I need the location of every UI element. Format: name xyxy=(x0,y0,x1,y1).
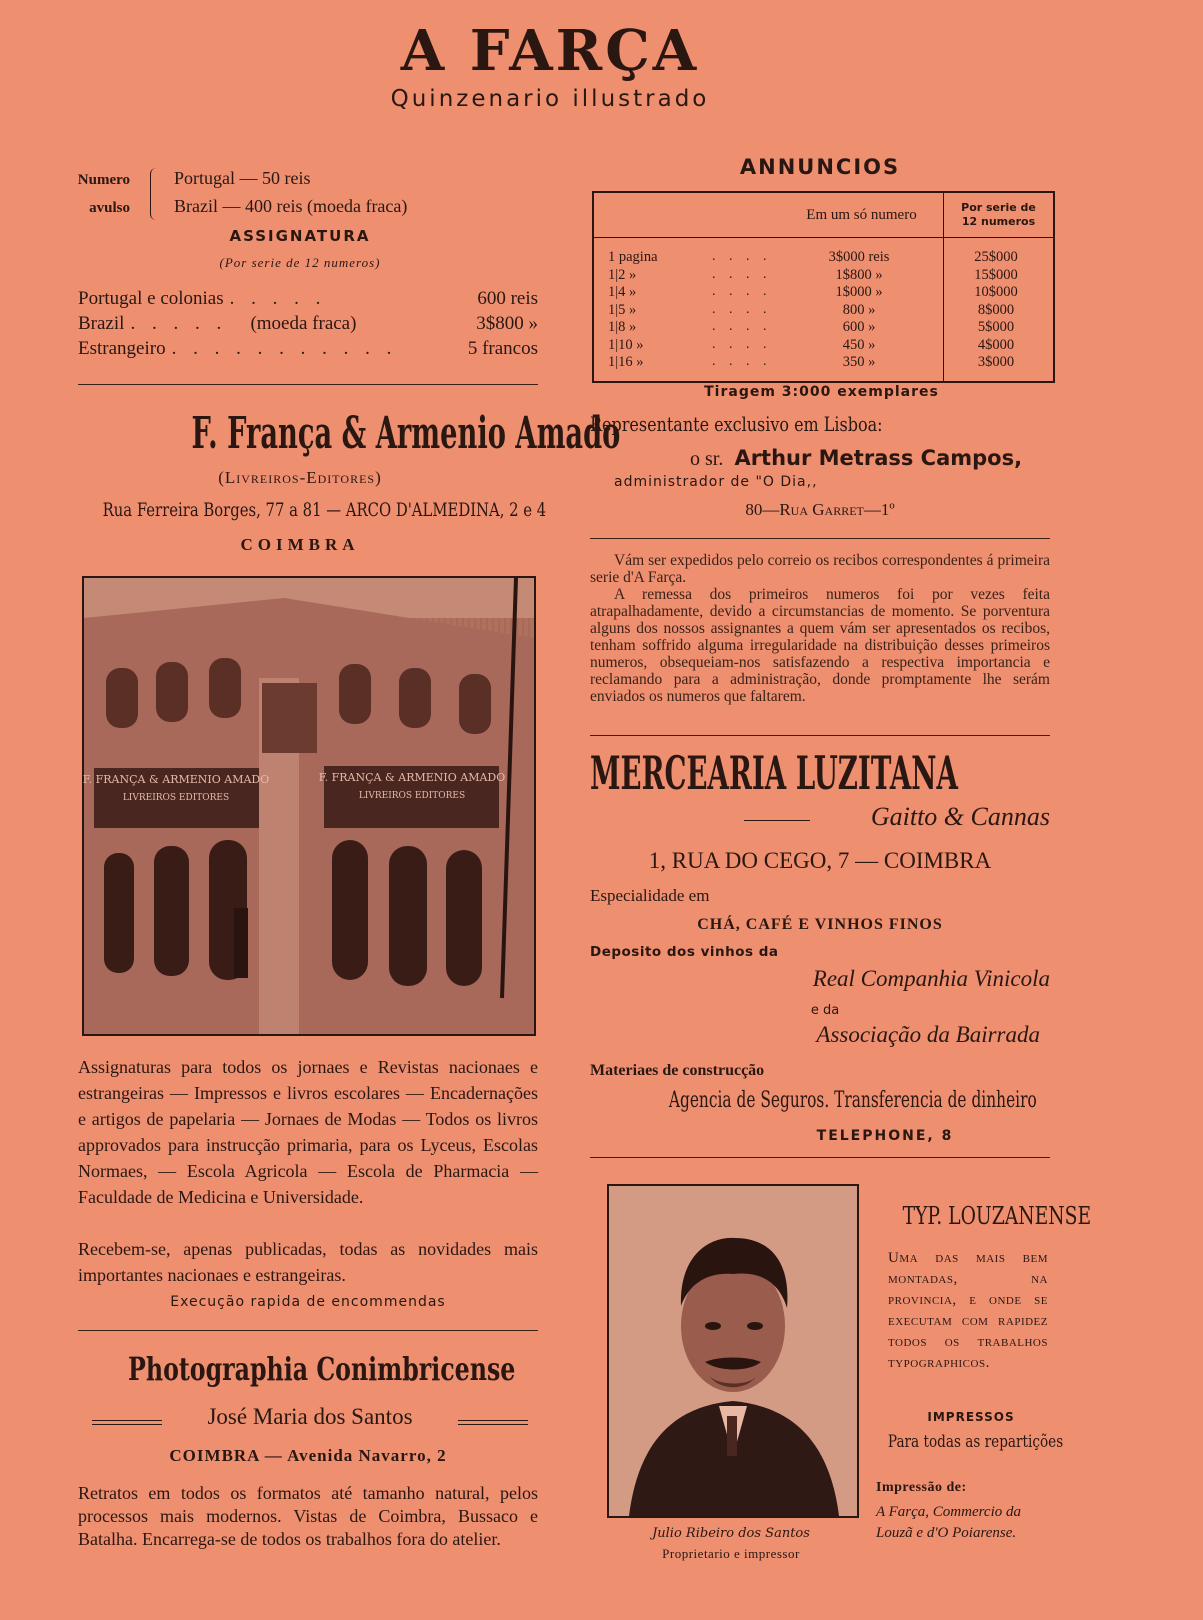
ann-row-size: 1|10 » xyxy=(608,336,644,353)
divider xyxy=(78,1330,538,1331)
price-row-label: Brazil xyxy=(78,313,125,334)
representante-line xyxy=(690,446,1060,471)
mercearia-telephone: TELEPHONE, 8 xyxy=(816,1128,954,1144)
portrait-caption-role: Proprietario e impressor xyxy=(662,1546,800,1561)
franca-name-wrap xyxy=(60,408,621,459)
typ-impressao-label: Impressão de: xyxy=(876,1480,967,1495)
leader-dots: . . . . xyxy=(712,284,772,299)
leader-dots: . . . . . . . . . . . xyxy=(171,338,398,359)
representante-prefix: o sr. xyxy=(690,448,724,470)
representante-heading: Representante exclusivo em Lisboa: xyxy=(590,412,883,436)
ann-row-size: 1|4 » xyxy=(608,284,637,300)
typ-reparticoes-wrap xyxy=(866,1432,1076,1452)
annuncios-table xyxy=(592,191,1055,383)
franca-description-2: Recebem-se, apenas publicadas, todas as novidades mais importantes nacionaes e estrangeiras. xyxy=(78,1239,538,1285)
mercearia-name: MERCEARIA LUZITANA xyxy=(590,746,958,800)
annuncios-heading: ANNUNCIOS xyxy=(739,155,901,179)
avulso-label xyxy=(70,166,130,222)
price-row-label: Portugal e colonias xyxy=(78,288,224,309)
ann-row-series: 3$000 xyxy=(977,354,1015,370)
portrait-caption-name: Julio Ribeiro dos Santos xyxy=(652,1526,810,1541)
portrait-photo xyxy=(607,1184,859,1518)
leader-dots: . . . . . xyxy=(130,313,228,334)
col-series-header-line2: 12 numeros xyxy=(961,215,1036,228)
shop-building-image xyxy=(84,578,534,1034)
price-row-value: 600 reis xyxy=(477,288,538,309)
franca-subtitle: (Livreiros-Editores) xyxy=(218,468,382,487)
ornament-right xyxy=(458,1420,528,1425)
typ-name: TYP. LOUZANENSE xyxy=(902,1202,1092,1230)
leader-dots: . . . . xyxy=(712,319,772,334)
numero-label: Numero xyxy=(77,172,130,188)
ann-row-single: 350 » xyxy=(842,354,876,370)
ann-row-size: 1 pagina xyxy=(608,249,658,265)
mercearia-especialidade: Especialidade em xyxy=(590,886,710,905)
franca-name: F. França & Armenio Amado xyxy=(191,408,621,459)
price-row xyxy=(78,313,538,335)
mercearia-company2: Associação da Bairrada xyxy=(816,1022,1040,1047)
avulso-portugal: Portugal — 50 reis xyxy=(174,168,311,188)
col-single-header: Em um só numero xyxy=(806,207,917,223)
ann-row-series: 4$000 xyxy=(977,336,1015,353)
photo-address: COIMBRA — Avenida Navarro, 2 xyxy=(169,1446,447,1465)
mercearia-e-da-wrap xyxy=(590,1003,1180,1018)
leader-dots: . . . . xyxy=(712,249,772,264)
mercearia-name-wrap xyxy=(590,746,1060,800)
franca-address-wrap xyxy=(40,499,560,521)
typ-name-wrap xyxy=(876,1202,1092,1230)
divider xyxy=(590,1157,1050,1158)
brace xyxy=(150,168,159,220)
assignatura-heading: ASSIGNATURA xyxy=(229,227,371,245)
leader-dots: . . . . xyxy=(712,301,772,317)
sign-sub-right: LIVREIROS EDITORES xyxy=(358,791,466,801)
mercearia-e-da: e da xyxy=(810,1003,840,1018)
mercearia-products: CHÁ, CAFÉ E VINHOS FINOS xyxy=(697,916,943,933)
mercearia-agencia: Agencia de Seguros. Transferencia de dinheiro xyxy=(668,1088,1037,1113)
notice-p2: A remessa dos primeiros numeros foi por vezes feita atrapalhadamente, devido a circumstancias de momento. Se porventura alguns dos nossos assignantes a quem vám ser apresentados os recibos, tenham soffrido alguma irregularidade na distribuição desses primeiros numeros, obsequeiam-nos satisfazendo a respectiva importancia e reclamando para a administração, donde promptamente lhe serám enviados os numeros que faltarem. xyxy=(590,586,1050,705)
portrait-image xyxy=(609,1186,857,1516)
mercearia-materiaes: Materiaes de construcção xyxy=(590,1062,765,1079)
ann-row-size: 1|2 » xyxy=(608,266,637,283)
leader-dots: . . . . xyxy=(712,354,772,369)
divider xyxy=(78,384,538,385)
masthead xyxy=(300,18,800,112)
ann-row-single: 800 » xyxy=(842,301,876,318)
assignatura-note: (Por serie de 12 numeros) xyxy=(219,255,381,270)
price-row-value: 5 francos xyxy=(467,338,538,359)
representante-role: administrador de "O Dia,, xyxy=(614,474,818,490)
photo-description: Retratos em todos os formatos até tamanho natural, pelos processos mais modernos. Vistas de Coimbra, Bussaco e Batalha. Encarrega-se de todos os trabalhos fora do atelier. xyxy=(78,1483,538,1549)
divider xyxy=(590,538,1050,539)
avulso-brazil: Brazil — 400 reis (moeda fraca) xyxy=(174,196,408,216)
shop-photo xyxy=(82,576,536,1036)
price-row-label: Estrangeiro xyxy=(78,338,166,359)
ann-row-size: 1|8 » xyxy=(608,319,637,335)
franca-city: COIMBRA xyxy=(240,535,360,554)
ornament-dash xyxy=(744,820,810,821)
ann-row-single: 450 » xyxy=(842,336,876,353)
leader-dots: . . . . xyxy=(712,336,772,352)
ann-row-series: 10$000 xyxy=(974,284,1018,300)
sign-main-right: F. FRANÇA & ARMENIO AMADO xyxy=(318,771,506,784)
tiragem: Tiragem 3:000 exemplares xyxy=(704,384,939,400)
ann-row-series: 25$000 xyxy=(974,249,1018,265)
ann-row-single: 1$000 » xyxy=(835,284,883,300)
mercearia-address: 1, RUA DO CEGO, 7 — COIMBRA xyxy=(648,848,992,873)
representante-address: 80—Rua Garret—1º xyxy=(745,500,895,519)
mercearia-owners: Gaitto & Cannas xyxy=(870,802,1050,831)
ann-row-series: 5$000 xyxy=(977,319,1015,335)
avulso-prices xyxy=(174,164,407,220)
col-series-header xyxy=(944,201,1053,229)
price-row xyxy=(78,288,538,310)
ann-row-single: 600 » xyxy=(842,319,876,335)
ann-row-single: 1$800 » xyxy=(835,266,883,283)
typ-impressao-text: A Farça, Commercio da Louzã e d'O Poiarense. xyxy=(876,1504,1021,1541)
price-row-value: 3$800 » xyxy=(476,313,538,334)
mercearia-agencia-wrap xyxy=(590,1088,1050,1113)
divider xyxy=(590,735,1050,736)
ann-row-series: 15$000 xyxy=(974,266,1018,283)
sign-main-left: F. FRANÇA & ARMENIO AMADO xyxy=(82,773,270,786)
leader-dots: . . . . . xyxy=(229,288,327,309)
masthead-subtitle: Quinzenario illustrado xyxy=(390,86,710,112)
price-row xyxy=(78,338,538,360)
ann-row-size: 1|16 » xyxy=(608,354,644,370)
col-series-header-line1: Por serie de xyxy=(961,201,1036,214)
mercearia-company1: Real Companhia Vinicola xyxy=(812,966,1050,991)
photo-owner: José Maria dos Santos xyxy=(207,1404,413,1429)
ann-row-series: 8$000 xyxy=(977,301,1015,318)
avulso-label-text: avulso xyxy=(89,200,130,216)
table-header-rule xyxy=(594,237,1053,238)
franca-address: Rua Ferreira Borges, 77 a 81 — ARCO D'ALMEDINA, 2 e 4 xyxy=(102,499,547,521)
price-row-note: (moeda fraca) xyxy=(250,313,357,334)
franca-footer: Execução rapida de encommendas xyxy=(170,1294,446,1310)
photo-studio-name: Photographia Conimbricense xyxy=(128,1350,516,1388)
mercearia-deposito: Deposito dos vinhos da xyxy=(590,944,779,960)
ornament-left xyxy=(92,1420,162,1425)
typ-reparticoes: Para todas as repartições xyxy=(887,1432,1064,1452)
notice-p1: Vám ser expedidos pelo correio os recibos correspondentes á primeira serie d'A Farça. xyxy=(590,552,1050,586)
representante-name: Arthur Metrass Campos, xyxy=(734,446,1023,470)
representante-heading-wrap xyxy=(590,412,1060,436)
typ-description: Uma das mais bem montadas, na provincia, e onde se executam com rapidez todos os trabalhos typographicos. xyxy=(888,1250,1048,1371)
typ-impressos: IMPRESSOS xyxy=(927,1410,1015,1424)
sign-sub-left: LIVREIROS EDITORES xyxy=(122,793,230,803)
ann-row-single: 3$000 reis xyxy=(828,249,890,265)
photo-name-wrap xyxy=(60,1350,550,1388)
leader-dots: . . . . xyxy=(712,266,772,282)
franca-description: Assignaturas para todos os jornaes e Revistas nacionaes e estrangeiras — Impressos e livros escolares — Encadernações e artigos de papelaria — Jornaes de Modas — Todos os livros approvados para instrucção primaria, para os Lyceus, Escolas Normaes, — Escola Agricola — Escola de Pharmacia — Faculdade de Medicina e Universidade. xyxy=(78,1057,538,1207)
masthead-title: A FARÇA xyxy=(400,18,700,84)
ann-row-size: 1|5 » xyxy=(608,301,637,318)
